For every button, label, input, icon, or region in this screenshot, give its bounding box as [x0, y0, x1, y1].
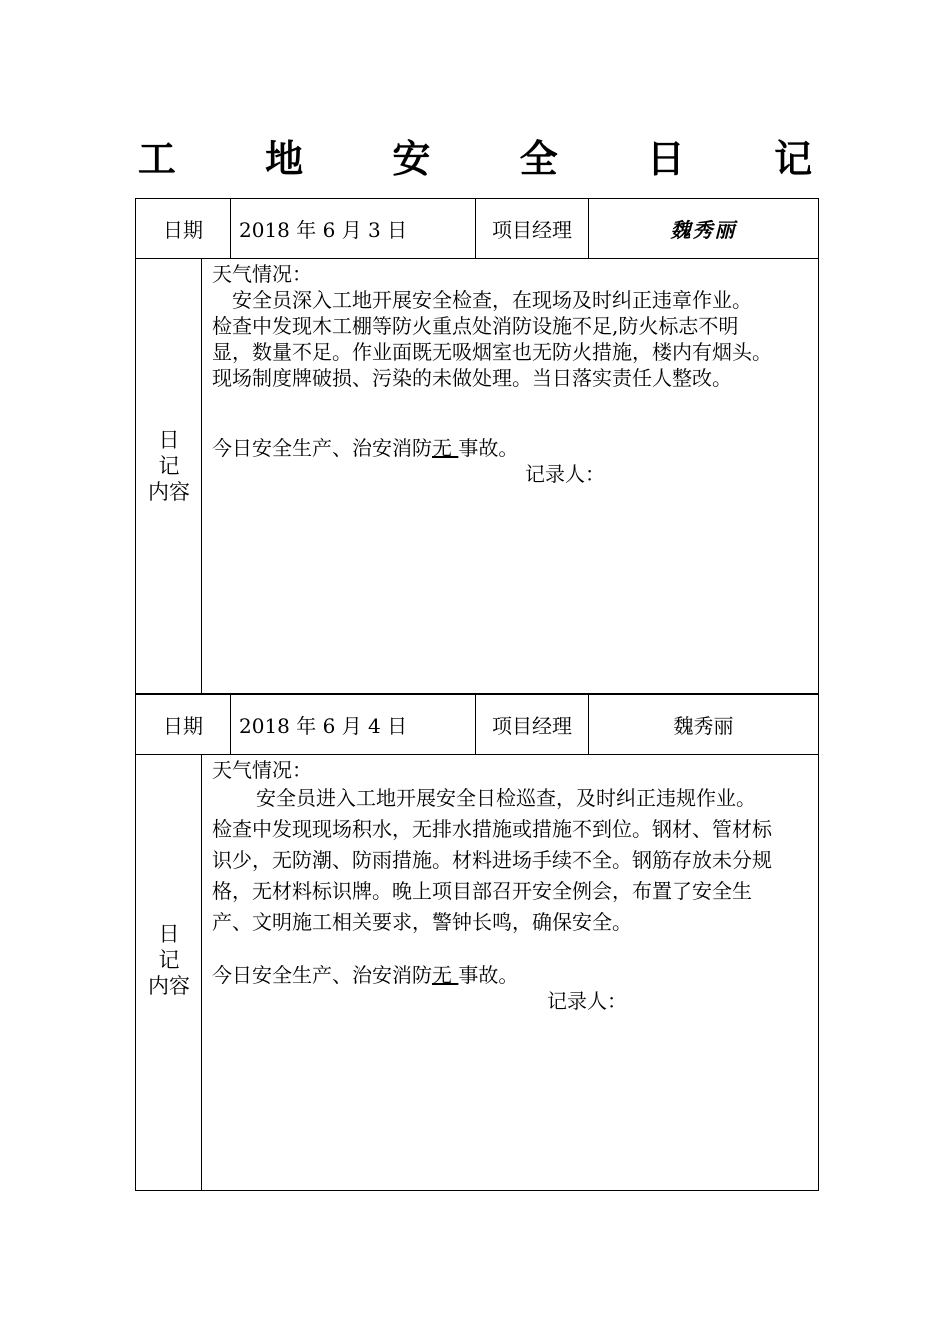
recorder-label: 记录人：: [547, 989, 627, 1013]
weather-label: 天气情况：: [212, 262, 312, 286]
date-label: 日期: [136, 199, 231, 258]
entry-content-row: [135, 755, 819, 1191]
content-side-label-cell: [136, 259, 202, 693]
paragraph-line: 产、文明施工相关要求，警钟长鸣，确保安全。: [212, 910, 632, 934]
diary-text: [212, 757, 810, 1014]
entry-content-row: [135, 259, 819, 694]
manager-label: 项目经理: [476, 695, 589, 754]
entry-header-row: [135, 694, 819, 755]
diary-text: [212, 261, 810, 487]
entry-header-row: [135, 198, 819, 259]
date-label: 日期: [136, 695, 231, 754]
accident-status: 无: [432, 963, 459, 987]
content-side-label-cell: [136, 755, 202, 1190]
page-title: 工 地 安 全 日 记: [137, 137, 851, 181]
recorder-label: 记录人：: [525, 462, 605, 486]
date-value: 2018 年 6 月 4 日: [231, 695, 476, 754]
paragraph-line: 识少，无防潮、防雨措施。材料进场手续不全。钢筋存放未分规: [212, 848, 772, 872]
paragraph-line: 现场制度牌破损、污染的未做处理。当日落实责任人整改。: [212, 366, 732, 390]
accident-status: 无: [432, 436, 459, 460]
diary-entry: [135, 198, 819, 694]
paragraph-line: 显，数量不足。作业面既无吸烟室也无防火措施，楼内有烟头。: [212, 340, 772, 364]
manager-label: 项目经理: [476, 199, 589, 258]
paragraph-line: 检查中发现木工棚等防火重点处消防设施不足,防火标志不明: [212, 314, 739, 338]
weather-label: 天气情况：: [212, 758, 312, 782]
paragraph-line: 检查中发现现场积水，无排水措施或措施不到位。钢材、管材标: [212, 817, 772, 841]
safety-statement: 今日安全生产、治安消防无 事故。: [212, 963, 519, 987]
date-value: 2018 年 6 月 3 日: [231, 199, 476, 258]
paragraph-line: 安全员进入工地开展安全日检巡查，及时纠正违规作业。: [256, 786, 756, 810]
safety-statement: 今日安全生产、治安消防无 事故。: [212, 436, 519, 460]
content-side-label: 日 记 内容: [148, 428, 190, 504]
diary-entry: [135, 694, 819, 1191]
manager-name: 魏秀丽: [673, 714, 734, 738]
manager-signature: 魏秀丽: [670, 218, 737, 242]
content-side-label: 日 记 内容: [148, 922, 190, 998]
paragraph-line: 安全员深入工地开展安全检查，在现场及时纠正违章作业。: [232, 288, 752, 312]
paragraph-line: 格，无材料标识牌。晚上项目部召开安全例会，布置了安全生: [212, 879, 752, 903]
